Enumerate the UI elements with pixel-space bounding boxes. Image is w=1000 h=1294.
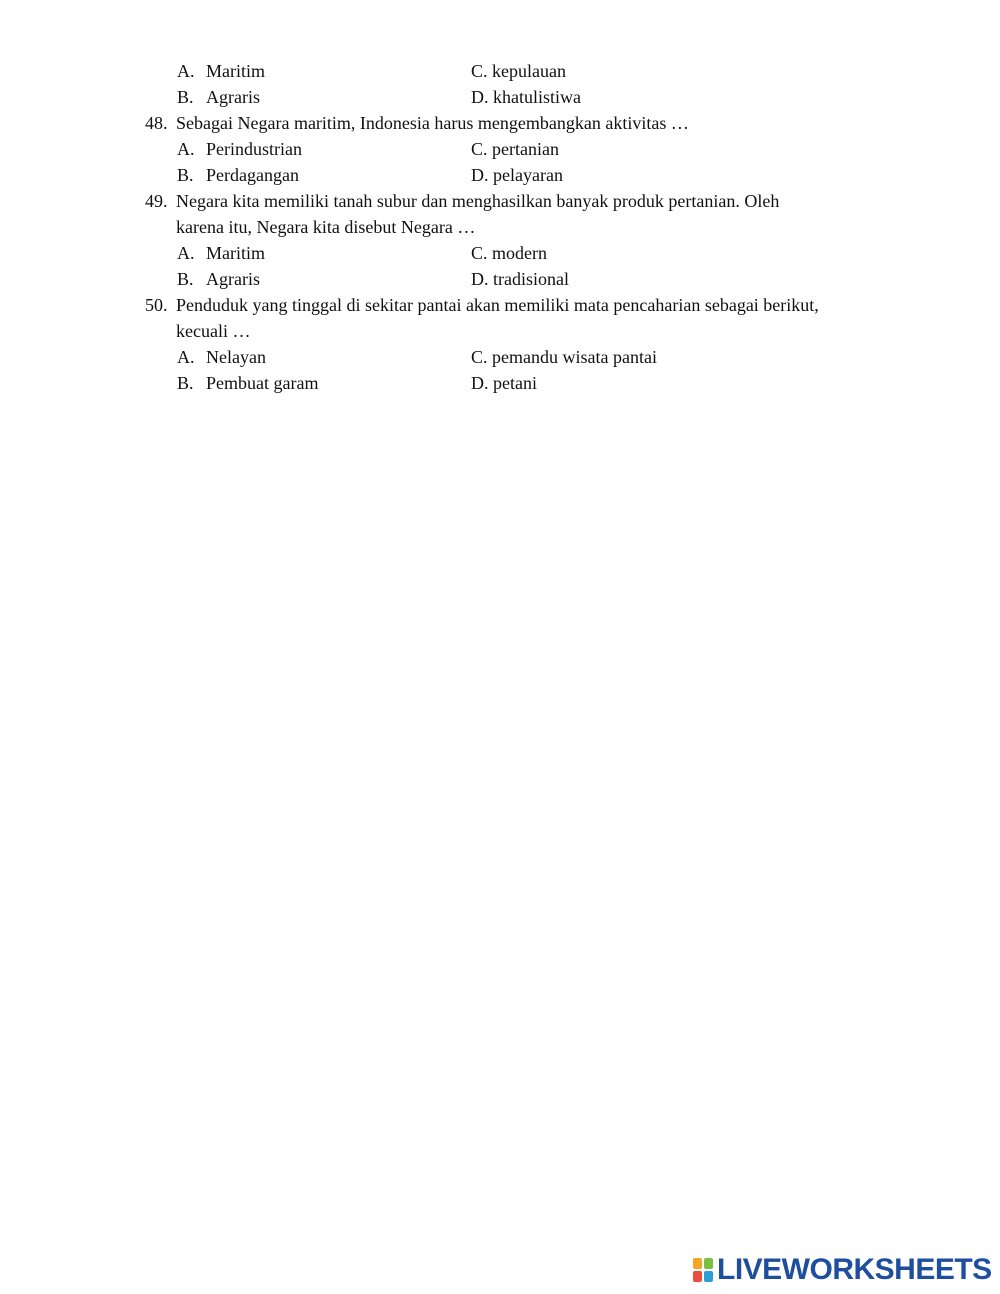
q49-option-a[interactable]	[177, 240, 265, 266]
q50-option-d[interactable]: D. petani	[471, 373, 537, 393]
option-text: Maritim	[206, 243, 265, 263]
q48-option-d[interactable]: D. pelayaran	[471, 165, 563, 185]
q49-option-c[interactable]: C. modern	[471, 243, 547, 263]
option-text: Pembuat garam	[206, 373, 319, 393]
q49-number: 49.	[145, 191, 168, 211]
q50-option-b[interactable]	[177, 370, 318, 396]
logo-square-3	[693, 1271, 702, 1282]
q48-option-row-2	[145, 162, 905, 188]
logo-wordmark: LIVEWORKSHEETS	[717, 1253, 992, 1286]
q48-option-b[interactable]	[177, 162, 299, 188]
q49-question-line-1	[145, 188, 905, 214]
option-text: Agraris	[206, 269, 260, 289]
worksheet-content	[145, 58, 905, 396]
option-letter: B.	[177, 373, 194, 393]
option-letter: A.	[177, 347, 195, 367]
liveworksheets-logo-icon	[692, 1257, 714, 1283]
q50-question-line-2	[145, 318, 905, 344]
liveworksheets-logo	[692, 1253, 992, 1287]
q47-option-a[interactable]	[177, 58, 265, 84]
q48-question	[145, 110, 905, 136]
q48-text: Sebagai Negara maritim, Indonesia harus mengembangkan aktivitas …	[176, 113, 689, 133]
option-text: Perdagangan	[206, 165, 299, 185]
q49-text-line-1: Negara kita memiliki tanah subur dan menghasilkan banyak produk pertanian. Oleh	[176, 191, 780, 211]
q50-option-row-2	[145, 370, 905, 396]
logo-square-2	[704, 1258, 713, 1269]
logo-square-1	[693, 1258, 702, 1269]
option-text: Nelayan	[206, 347, 266, 367]
q49-option-row-2	[145, 266, 905, 292]
q47-option-row-2	[145, 84, 905, 110]
q49-option-b[interactable]	[177, 266, 260, 292]
q50-option-row-1	[145, 344, 905, 370]
q47-option-c[interactable]: C. kepulauan	[471, 61, 566, 81]
q48-option-a[interactable]	[177, 136, 302, 162]
option-letter: A.	[177, 61, 195, 81]
q48-option-c[interactable]: C. pertanian	[471, 139, 559, 159]
q50-option-a[interactable]	[177, 344, 266, 370]
option-letter: B.	[177, 269, 194, 289]
option-letter: B.	[177, 87, 194, 107]
option-text: Maritim	[206, 61, 265, 81]
q49-text-line-2: karena itu, Negara kita disebut Negara …	[176, 217, 476, 237]
q47-option-row-1	[145, 58, 905, 84]
option-text: Agraris	[206, 87, 260, 107]
q49-option-row-1	[145, 240, 905, 266]
q50-text-line-1: Penduduk yang tinggal di sekitar pantai akan memiliki mata pencaharian sebagai berikut,	[176, 295, 819, 315]
option-text: Perindustrian	[206, 139, 302, 159]
q49-question-line-2	[145, 214, 905, 240]
q49-option-d[interactable]: D. tradisional	[471, 269, 569, 289]
option-letter: B.	[177, 165, 194, 185]
option-letter: A.	[177, 243, 195, 263]
logo-square-4	[704, 1271, 713, 1282]
q47-option-d[interactable]: D. khatulistiwa	[471, 87, 581, 107]
q48-option-row-1	[145, 136, 905, 162]
q50-question-line-1	[145, 292, 905, 318]
q50-number: 50.	[145, 295, 168, 315]
option-letter: A.	[177, 139, 195, 159]
q47-option-b[interactable]	[177, 84, 260, 110]
q50-option-c[interactable]: C. pemandu wisata pantai	[471, 347, 657, 367]
q48-number: 48.	[145, 113, 168, 133]
q50-text-line-2: kecuali …	[176, 321, 251, 341]
